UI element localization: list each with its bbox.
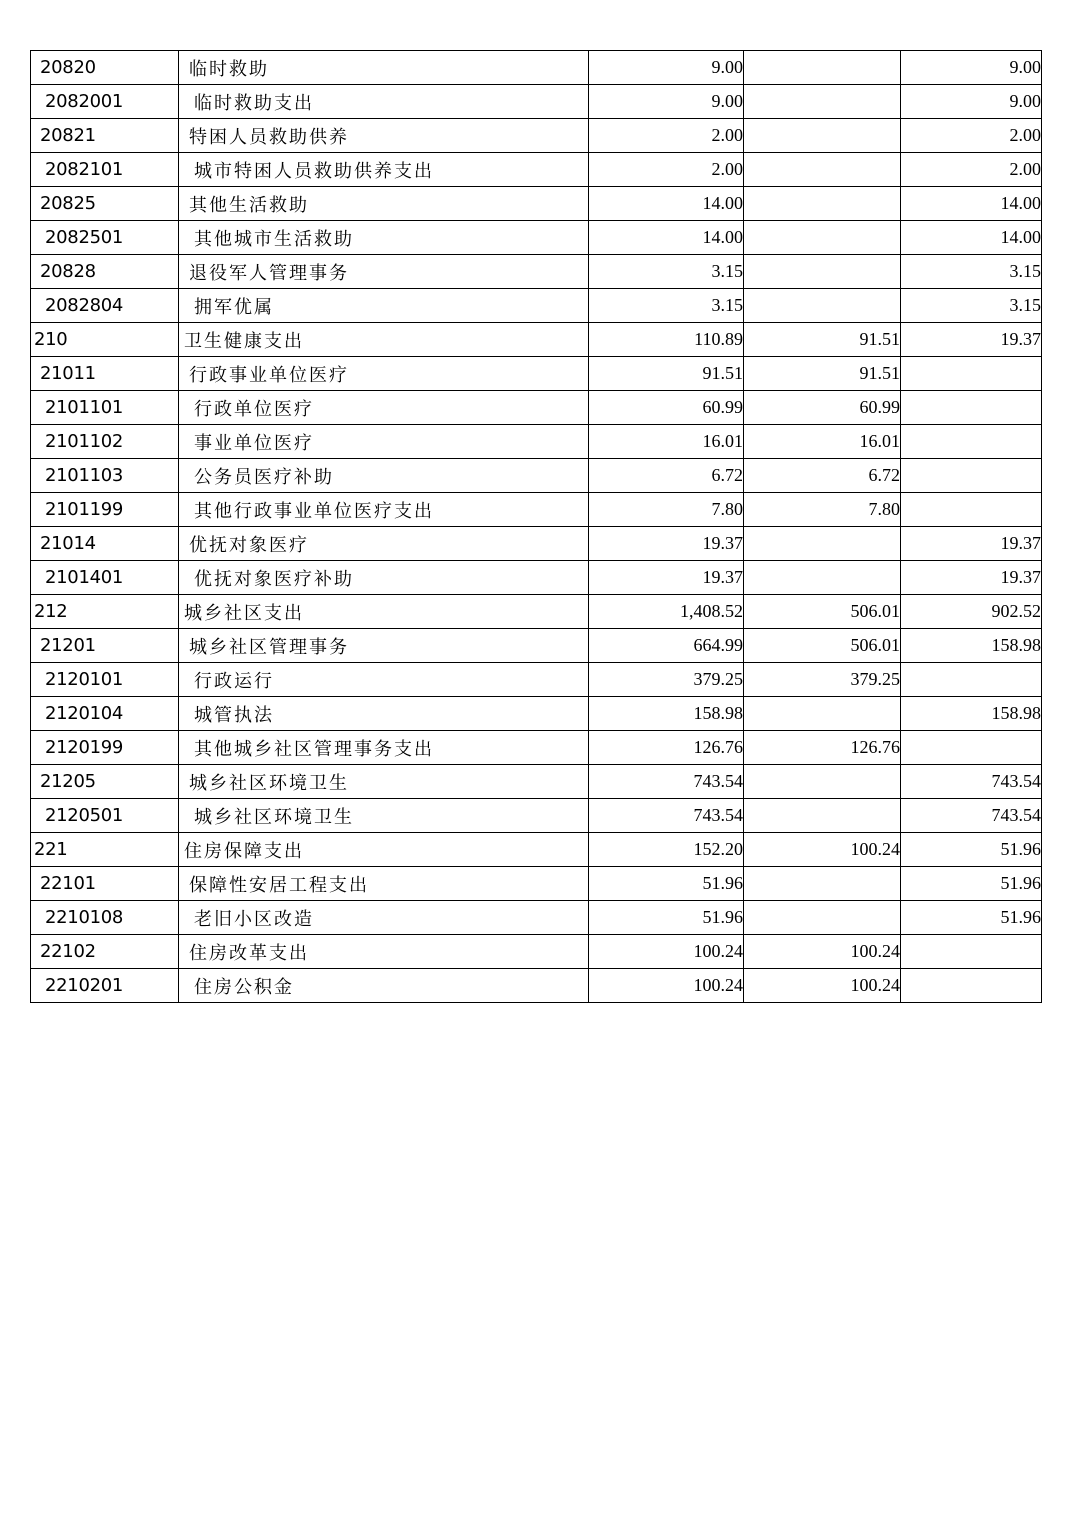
project-expenditure-cell: 9.00 [901, 51, 1042, 85]
project-expenditure-cell: 14.00 [901, 187, 1042, 221]
total-amount-cell: 9.00 [589, 85, 744, 119]
project-expenditure-cell: 2.00 [901, 153, 1042, 187]
total-amount-cell: 19.37 [589, 561, 744, 595]
basic-expenditure-cell: 506.01 [744, 629, 901, 663]
subject-name-cell: 城管执法 [179, 697, 589, 731]
table-row [31, 289, 1042, 323]
project-expenditure-cell: 19.37 [901, 561, 1042, 595]
subject-code-cell: 20821 [31, 119, 179, 153]
subject-code-cell: 21011 [31, 357, 179, 391]
table-row [31, 323, 1042, 357]
project-expenditure-cell [901, 731, 1042, 765]
basic-expenditure-cell [744, 221, 901, 255]
total-amount-cell: 60.99 [589, 391, 744, 425]
basic-expenditure-cell: 7.80 [744, 493, 901, 527]
total-amount-cell: 152.20 [589, 833, 744, 867]
subject-name-cell: 其他行政事业单位医疗支出 [179, 493, 589, 527]
total-amount-cell: 100.24 [589, 969, 744, 1003]
total-amount-cell: 14.00 [589, 221, 744, 255]
subject-code-cell: 2210201 [31, 969, 179, 1003]
table-row [31, 833, 1042, 867]
total-amount-cell: 664.99 [589, 629, 744, 663]
table-row [31, 731, 1042, 765]
project-expenditure-cell: 743.54 [901, 799, 1042, 833]
project-expenditure-cell: 158.98 [901, 629, 1042, 663]
project-expenditure-cell: 14.00 [901, 221, 1042, 255]
project-expenditure-cell: 51.96 [901, 901, 1042, 935]
project-expenditure-cell: 9.00 [901, 85, 1042, 119]
budget-table-body [31, 51, 1042, 1003]
table-row [31, 459, 1042, 493]
subject-name-cell: 行政事业单位医疗 [179, 357, 589, 391]
table-row [31, 221, 1042, 255]
basic-expenditure-cell [744, 153, 901, 187]
total-amount-cell: 19.37 [589, 527, 744, 561]
total-amount-cell: 2.00 [589, 119, 744, 153]
basic-expenditure-cell: 100.24 [744, 833, 901, 867]
basic-expenditure-cell: 100.24 [744, 935, 901, 969]
project-expenditure-cell [901, 663, 1042, 697]
basic-expenditure-cell: 60.99 [744, 391, 901, 425]
project-expenditure-cell: 51.96 [901, 833, 1042, 867]
project-expenditure-cell: 51.96 [901, 867, 1042, 901]
subject-code-cell: 20825 [31, 187, 179, 221]
project-expenditure-cell: 3.15 [901, 289, 1042, 323]
table-row [31, 153, 1042, 187]
table-row [31, 85, 1042, 119]
basic-expenditure-cell [744, 765, 901, 799]
subject-name-cell: 优抚对象医疗补助 [179, 561, 589, 595]
basic-expenditure-cell [744, 187, 901, 221]
total-amount-cell: 743.54 [589, 799, 744, 833]
basic-expenditure-cell [744, 85, 901, 119]
table-row [31, 527, 1042, 561]
subject-name-cell: 临时救助支出 [179, 85, 589, 119]
subject-code-cell: 2120501 [31, 799, 179, 833]
basic-expenditure-cell [744, 799, 901, 833]
subject-code-cell: 2120101 [31, 663, 179, 697]
total-amount-cell: 51.96 [589, 867, 744, 901]
table-row [31, 629, 1042, 663]
basic-expenditure-cell [744, 51, 901, 85]
basic-expenditure-cell [744, 255, 901, 289]
subject-code-cell: 210 [31, 323, 179, 357]
subject-name-cell: 行政运行 [179, 663, 589, 697]
project-expenditure-cell [901, 357, 1042, 391]
project-expenditure-cell [901, 969, 1042, 1003]
subject-name-cell: 城乡社区环境卫生 [179, 765, 589, 799]
basic-expenditure-cell [744, 561, 901, 595]
table-row [31, 119, 1042, 153]
total-amount-cell: 3.15 [589, 255, 744, 289]
subject-code-cell: 21014 [31, 527, 179, 561]
subject-name-cell: 保障性安居工程支出 [179, 867, 589, 901]
table-row [31, 663, 1042, 697]
subject-name-cell: 住房改革支出 [179, 935, 589, 969]
total-amount-cell: 379.25 [589, 663, 744, 697]
subject-code-cell: 2082001 [31, 85, 179, 119]
subject-name-cell: 退役军人管理事务 [179, 255, 589, 289]
table-row [31, 255, 1042, 289]
table-row [31, 493, 1042, 527]
basic-expenditure-cell: 126.76 [744, 731, 901, 765]
project-expenditure-cell: 743.54 [901, 765, 1042, 799]
basic-expenditure-cell: 506.01 [744, 595, 901, 629]
table-row [31, 935, 1042, 969]
table-row [31, 425, 1042, 459]
subject-name-cell: 城乡社区支出 [179, 595, 589, 629]
basic-expenditure-cell: 379.25 [744, 663, 901, 697]
total-amount-cell: 100.24 [589, 935, 744, 969]
subject-code-cell: 21201 [31, 629, 179, 663]
table-row [31, 391, 1042, 425]
basic-expenditure-cell [744, 289, 901, 323]
project-expenditure-cell: 19.37 [901, 527, 1042, 561]
table-row [31, 765, 1042, 799]
subject-name-cell: 住房公积金 [179, 969, 589, 1003]
subject-name-cell: 其他生活救助 [179, 187, 589, 221]
budget-table [30, 50, 1042, 1003]
subject-name-cell: 其他城乡社区管理事务支出 [179, 731, 589, 765]
subject-code-cell: 21205 [31, 765, 179, 799]
basic-expenditure-cell [744, 527, 901, 561]
subject-name-cell: 老旧小区改造 [179, 901, 589, 935]
table-row [31, 867, 1042, 901]
table-row [31, 697, 1042, 731]
subject-code-cell: 22101 [31, 867, 179, 901]
subject-code-cell: 20828 [31, 255, 179, 289]
subject-name-cell: 卫生健康支出 [179, 323, 589, 357]
total-amount-cell: 14.00 [589, 187, 744, 221]
subject-code-cell: 2210108 [31, 901, 179, 935]
subject-code-cell: 2082101 [31, 153, 179, 187]
subject-name-cell: 其他城市生活救助 [179, 221, 589, 255]
basic-expenditure-cell [744, 901, 901, 935]
subject-code-cell: 2082804 [31, 289, 179, 323]
subject-code-cell: 2101401 [31, 561, 179, 595]
basic-expenditure-cell: 100.24 [744, 969, 901, 1003]
subject-code-cell: 221 [31, 833, 179, 867]
subject-name-cell: 优抚对象医疗 [179, 527, 589, 561]
basic-expenditure-cell: 6.72 [744, 459, 901, 493]
table-row [31, 799, 1042, 833]
subject-name-cell: 行政单位医疗 [179, 391, 589, 425]
subject-code-cell: 212 [31, 595, 179, 629]
subject-name-cell: 住房保障支出 [179, 833, 589, 867]
basic-expenditure-cell [744, 697, 901, 731]
subject-name-cell: 临时救助 [179, 51, 589, 85]
basic-expenditure-cell: 16.01 [744, 425, 901, 459]
subject-name-cell: 城乡社区环境卫生 [179, 799, 589, 833]
basic-expenditure-cell: 91.51 [744, 357, 901, 391]
table-row [31, 187, 1042, 221]
subject-code-cell: 2101199 [31, 493, 179, 527]
total-amount-cell: 9.00 [589, 51, 744, 85]
subject-code-cell: 2101103 [31, 459, 179, 493]
subject-name-cell: 拥军优属 [179, 289, 589, 323]
total-amount-cell: 3.15 [589, 289, 744, 323]
total-amount-cell: 158.98 [589, 697, 744, 731]
table-row [31, 901, 1042, 935]
total-amount-cell: 110.89 [589, 323, 744, 357]
total-amount-cell: 1,408.52 [589, 595, 744, 629]
subject-code-cell: 2101102 [31, 425, 179, 459]
table-row [31, 969, 1042, 1003]
project-expenditure-cell [901, 459, 1042, 493]
subject-name-cell: 特困人员救助供养 [179, 119, 589, 153]
total-amount-cell: 6.72 [589, 459, 744, 493]
project-expenditure-cell [901, 935, 1042, 969]
subject-code-cell: 2120104 [31, 697, 179, 731]
total-amount-cell: 16.01 [589, 425, 744, 459]
subject-name-cell: 公务员医疗补助 [179, 459, 589, 493]
total-amount-cell: 126.76 [589, 731, 744, 765]
basic-expenditure-cell [744, 119, 901, 153]
total-amount-cell: 7.80 [589, 493, 744, 527]
subject-code-cell: 2101101 [31, 391, 179, 425]
subject-code-cell: 2082501 [31, 221, 179, 255]
table-row [31, 561, 1042, 595]
basic-expenditure-cell [744, 867, 901, 901]
subject-code-cell: 2120199 [31, 731, 179, 765]
total-amount-cell: 91.51 [589, 357, 744, 391]
project-expenditure-cell: 902.52 [901, 595, 1042, 629]
total-amount-cell: 2.00 [589, 153, 744, 187]
project-expenditure-cell [901, 391, 1042, 425]
subject-name-cell: 城市特困人员救助供养支出 [179, 153, 589, 187]
basic-expenditure-cell: 91.51 [744, 323, 901, 357]
subject-code-cell: 20820 [31, 51, 179, 85]
subject-name-cell: 事业单位医疗 [179, 425, 589, 459]
table-row [31, 51, 1042, 85]
table-row [31, 595, 1042, 629]
table-row [31, 357, 1042, 391]
subject-name-cell: 城乡社区管理事务 [179, 629, 589, 663]
project-expenditure-cell: 3.15 [901, 255, 1042, 289]
total-amount-cell: 743.54 [589, 765, 744, 799]
project-expenditure-cell [901, 425, 1042, 459]
project-expenditure-cell: 2.00 [901, 119, 1042, 153]
subject-code-cell: 22102 [31, 935, 179, 969]
project-expenditure-cell: 158.98 [901, 697, 1042, 731]
project-expenditure-cell: 19.37 [901, 323, 1042, 357]
total-amount-cell: 51.96 [589, 901, 744, 935]
project-expenditure-cell [901, 493, 1042, 527]
